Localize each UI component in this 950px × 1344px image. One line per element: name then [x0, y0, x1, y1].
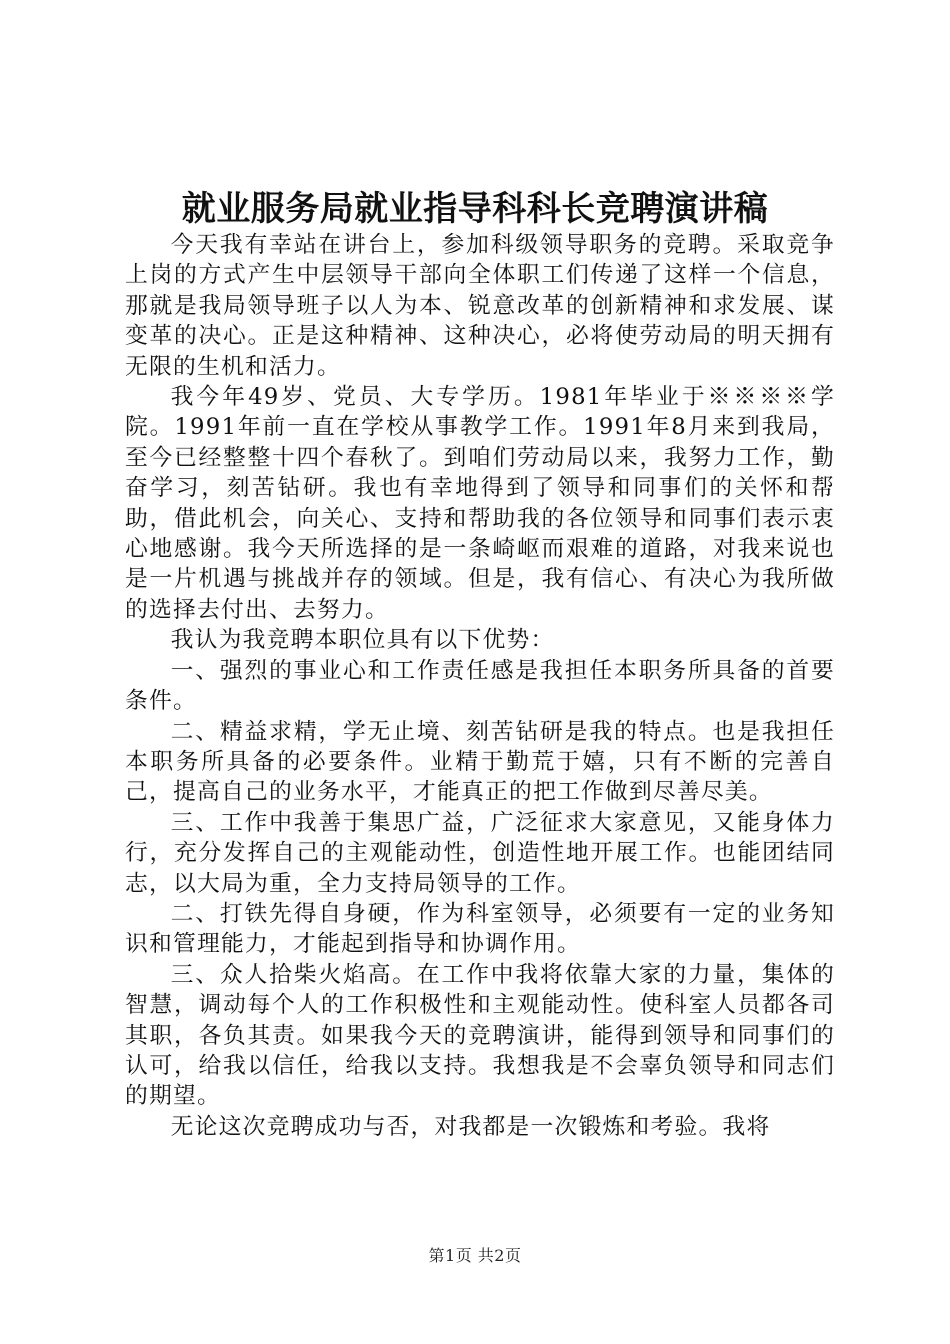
page-footer: 第1页 共2页 [428, 1246, 522, 1265]
paragraph-1: 今天我有幸站在讲台上，参加科级领导职务的竞聘。采取竞争上岗的方式产生中层领导干部向全体职工们传递了这样一个信息，那就是我局领导班子以人为本、锐意改革的创新精神和求发展、谋变革的决心。正是这种精神、这种决心，必将使劳动局的明天拥有无限的生机和活力。 [125, 232, 835, 380]
paragraph-9: 无论这次竞聘成功与否，对我都是一次锻炼和考验。我将 [170, 1113, 771, 1140]
paragraph-4: 一、强烈的事业心和工作责任感是我担任本职务所具备的首要条件。 [125, 657, 835, 715]
paragraph-8: 三、众人拾柴火焰高。在工作中我将依靠大家的力量，集体的智慧，调动每个人的工作积极性和主观能动性。使科室人员都各司其职，各负其责。如果我今天的竞聘演讲，能得到领导和同事们的认可，给我以信任，给我以支持。我想我是不会辜负领导和同志们的期望。 [125, 961, 835, 1110]
document-body [125, 230, 835, 1142]
paragraph-2: 我今年49岁、党员、大专学历。1981年毕业于※※※※学院。1991年前一直在学校从事教学工作。1991年8月来到我局，至今已经整整十四个春秋了。到咱们劳动局以来，我努力工作，勤奋学习，刻苦钻研。我也有幸地得到了领导和同事们的关怀和帮助，借此机会，向关心、支持和帮助我的各位领导和同事们表示衷心地感谢。我今天所选择的是一条崎岖而艰难的道路，对我来说也是一片机遇与挑战并存的领域。但是，我有信心、有决心为我所做的选择去付出、去努力。 [125, 384, 835, 623]
paragraph-5: 二、精益求精，学无止境、刻苦钻研是我的特点。也是我担任本职务所具备的必要条件。业精于勤荒于嬉，只有不断的完善自己，提高自己的业务水平，才能真正的把工作做到尽善尽美。 [125, 718, 835, 806]
document-title: 就业服务局就业指导科科长竞聘演讲稿 [181, 189, 769, 229]
paragraph-7: 二、打铁先得自身硬，作为科室领导，必须要有一定的业务知识和管理能力，才能起到指导和协调作用。 [125, 900, 835, 958]
paragraph-3: 我认为我竞聘本职位具有以下优势： [170, 627, 555, 654]
paragraph-6: 三、工作中我善于集思广益，广泛征求大家意见，又能身体力行，充分发挥自己的主观能动性，创造性地开展工作。也能团结同志，以大局为重，全力支持局领导的工作。 [125, 809, 835, 897]
